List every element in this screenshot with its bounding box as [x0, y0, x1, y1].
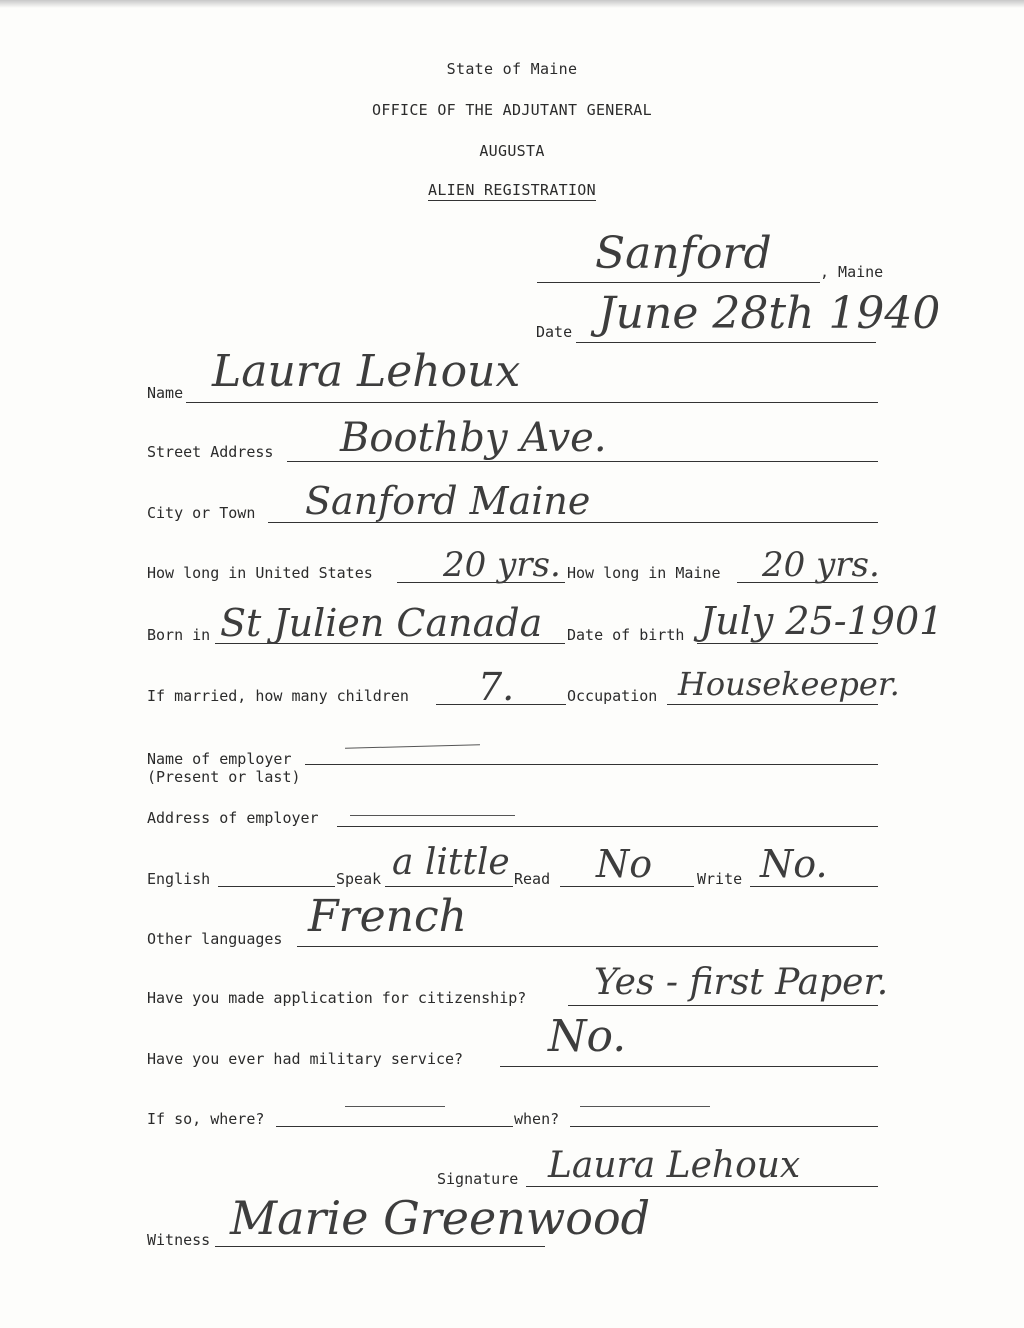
- where-label: If so, where?: [147, 1110, 265, 1128]
- city-value[interactable]: Sanford Maine: [305, 479, 591, 523]
- name-line: [186, 402, 878, 403]
- where-line: [276, 1126, 513, 1127]
- military-value[interactable]: No.: [548, 1011, 627, 1062]
- scan-shadow: [0, 0, 1024, 8]
- name-value[interactable]: Laura Lehoux: [212, 346, 521, 397]
- other-languages-label: Other languages: [147, 930, 283, 948]
- header-city: AUGUSTA: [479, 142, 545, 160]
- maine-years-label: How long in Maine: [567, 564, 721, 582]
- signature-line: [526, 1186, 878, 1187]
- street-value[interactable]: Boothby Ave.: [340, 415, 607, 461]
- witness-value[interactable]: Marie Greenwood: [230, 1191, 651, 1245]
- date-value[interactable]: June 28th 1940: [598, 288, 941, 339]
- employer-address-label: Address of employer: [147, 809, 319, 827]
- employer-sublabel: (Present or last): [147, 768, 301, 786]
- write-line: [750, 886, 878, 887]
- read-value[interactable]: No: [596, 842, 653, 886]
- english-line: [218, 886, 335, 887]
- date-line: [576, 342, 876, 343]
- form-title: ALIEN REGISTRATION: [428, 181, 596, 199]
- military-label: Have you ever had military service?: [147, 1050, 464, 1068]
- date-label: Date: [536, 323, 573, 341]
- born-label: Born in: [147, 626, 211, 644]
- speak-value[interactable]: a little: [392, 842, 510, 883]
- witness-label: Witness: [147, 1231, 211, 1249]
- read-line: [560, 886, 694, 887]
- where-blank-dash: [345, 1106, 445, 1107]
- dob-line: [697, 643, 878, 644]
- write-value[interactable]: No.: [760, 842, 828, 886]
- born-value[interactable]: St Julien Canada: [220, 601, 543, 645]
- witness-line: [215, 1246, 545, 1247]
- header-title: [0, 181, 1024, 199]
- street-line: [287, 461, 878, 462]
- write-label: Write: [697, 870, 743, 888]
- street-label: Street Address: [147, 443, 274, 461]
- us-years-label: How long in United States: [147, 564, 373, 582]
- english-label: English: [147, 870, 211, 888]
- speak-line: [385, 886, 513, 887]
- dob-value[interactable]: July 25-1901: [700, 599, 944, 643]
- dob-label: Date of birth: [567, 626, 685, 644]
- us-years-value[interactable]: 20 yrs.: [443, 545, 561, 585]
- employer-line: [305, 764, 878, 765]
- citizenship-value[interactable]: Yes - first Paper.: [594, 962, 889, 1003]
- military-line: [500, 1066, 878, 1067]
- employer-address-blank-dash: [350, 815, 515, 816]
- when-line: [570, 1126, 878, 1127]
- header-office: OFFICE OF THE ADJUTANT GENERAL: [372, 101, 652, 119]
- citizenship-line: [568, 1005, 878, 1006]
- read-label: Read: [514, 870, 551, 888]
- maine-years-value[interactable]: 20 yrs.: [762, 545, 880, 585]
- employer-label: Name of employer: [147, 750, 292, 768]
- occupation-value[interactable]: Housekeeper.: [678, 665, 900, 703]
- when-label: when?: [514, 1110, 560, 1128]
- other-languages-line: [297, 946, 878, 947]
- other-languages-value[interactable]: French: [308, 891, 467, 942]
- signature-label: Signature: [437, 1170, 519, 1188]
- place-label: , Maine: [820, 263, 884, 281]
- header-state: State of Maine: [446, 60, 578, 78]
- citizenship-label: Have you made application for citizenship?: [147, 989, 527, 1007]
- employer-address-line: [337, 826, 878, 827]
- when-blank-dash: [580, 1106, 710, 1107]
- children-value[interactable]: 7.: [478, 665, 515, 709]
- occupation-line: [667, 704, 878, 705]
- place-value[interactable]: Sanford: [595, 228, 772, 279]
- occupation-label: Occupation: [567, 687, 658, 705]
- name-label: Name: [147, 384, 184, 402]
- place-line: [537, 282, 820, 283]
- signature-value[interactable]: Laura Lehoux: [548, 1145, 801, 1186]
- children-label: If married, how many children: [147, 687, 409, 705]
- speak-label: Speak: [336, 870, 382, 888]
- city-label: City or Town: [147, 504, 256, 522]
- employer-blank-dash: [345, 744, 480, 749]
